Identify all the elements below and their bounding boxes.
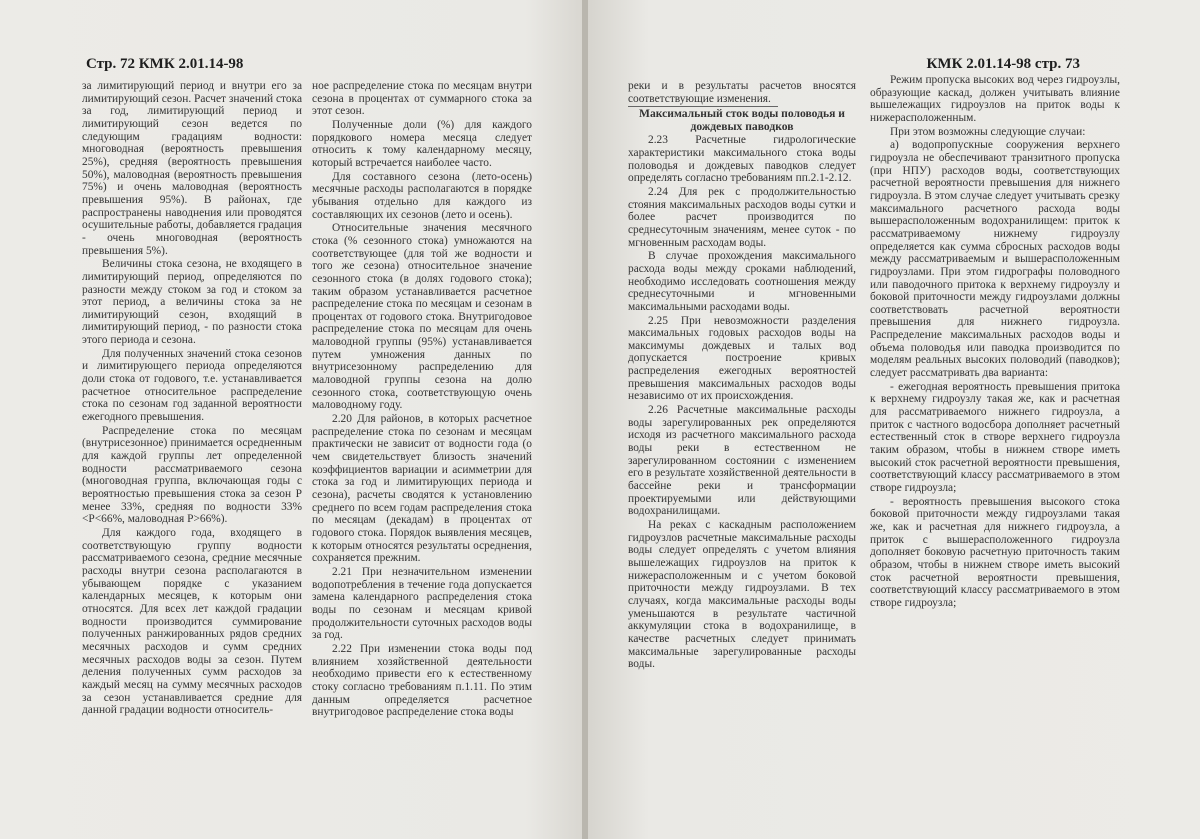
right-page-header: КМК 2.01.14-98 стр. 73 <box>926 56 1080 72</box>
paragraph: Величины стока сезона, не входящего в лимитирующий период, определяются по разности между стоком за год и стоком за этот период, а величины стока за не лимитирующий сезон, входящий в лимитирующий период, - по разности стока этого периода и сезона. <box>82 258 302 347</box>
right-column-1 <box>628 80 856 780</box>
right-page <box>588 0 1200 839</box>
left-column-1 <box>82 80 302 780</box>
paragraph: за лимитирующий период и внутри его за лимитирующий сезон. Расчет значений стока за год, лимитирующий период и лимитирующий сезон ведется по следующим градациям водности: многоводная (вероятность превышения 25%), средняя (вероятность превышения 50%), маловодная (вероятность превышения 75%) и очень маловодная (вероятность превышения 95%). В районах, где распространены наводнения или проводятся осушительные работы, добавляется градация - очень многоводная (вероятность превышения 5%). <box>82 80 302 257</box>
paragraph: ное распределение стока по месяцам внутри сезона в процентах от суммарного стока за этот сезон. <box>312 80 532 118</box>
paragraph: Для составного сезона (лето-осень) месячные расходы располагаются в порядке убывания отдельно для каждого из составляющих их сезонов (лето и осень). <box>312 170 532 221</box>
paragraph: В случае прохождения максимального расхода воды между сроками наблюдений, необходимо исследовать соотношения между среднесуточными и мгновенными максимальными расходами воды. <box>628 250 856 313</box>
right-column-2 <box>870 74 1120 774</box>
clause-2-21: 2.21 При незначительном изменении водопотребления в течение года допускается замена календарного распределения стока воды по сезонам и месяцам кривой продолжительности суточных расходов воды за год. <box>312 565 532 642</box>
paragraph: Относительные значения месячного стока (% сезонного стока) умножаются на соответствующее (для той же водности и того же сезона) относительное значение сезонного стока (в долях годового стока); таким образом устанавливается расчетное распределение стока по месяцам и сезонам в процентах от годового стока. Внутригодовое распределение стока по месяцам для очень маловодной группы (95%) устанавливается путем умножения данных по внутрисезонному распределению для маловодной группы сезона на долю сезонного стока, соответствующую очень маловодному году. <box>312 222 532 412</box>
left-column-2 <box>312 80 532 780</box>
list-item-variant-1: - ежегодная вероятность превышения притока к верхнему гидроузлу такая же, как и расчетная для рассматриваемого нижнего гидроузла, а приток с частного водосбора дополняет расчетный естественный сток в створе верхнего гидроузла таким образом, чтобы в нижнем створе иметь высокий сток расчетной вероятности превышения, соответствующий классу рассматриваемого в этом створе гидроузла; <box>870 380 1120 494</box>
left-page-header: Стр. 72 КМК 2.01.14-98 <box>86 56 244 72</box>
clause-2-24: 2.24 Для рек с продолжительностью стояния максимальных расходов воды сутки и более расчет производится по среднесуточным значениям, менее суток - по мгновенным расходам воды. <box>628 185 856 249</box>
paragraph: Для каждого года, входящего в соответствующую группу водности рассматриваемого сезона, средние месячные расходы внутри сезона располагаются в убывающем порядке с указанием календарных месяцев, к которым они относятся. Для всех лет каждой градации водности производится суммирование полученных ранжированных рядов средних месячных расходов и сумм средних месячных расходов воды за сезон. Путем деления полученных сумм расходов за каждый месяц на сумму месячных расходов за сезон устанавливается средние для данной градации водности относитель- <box>82 526 302 717</box>
paragraph: Распределение стока по месяцам (внутрисезонное) принимается осредненным для каждой группы лет определенной водности рассматриваемого сезона (многоводная группа, включающая годы с вероятностью превышения стока за сезон P менее 33%, средняя по водности 33%<P<66%, маловодная P>66%). <box>82 424 302 526</box>
paragraph: На реках с каскадным расположением гидроузлов расчетные максимальные расходы воды следует определять с учетом влияния вышележащих гидроузлов на приток к нижерасположенным и с учетом боковой приточности между гидроузлами. В тех случаях, когда максимальные расходы воды уменьшаются в результате частичной аккумуляции стока в водохранилище, в качестве расчетных следует принимать максимальные зарегулированные расходы воды. <box>628 519 856 671</box>
paragraph: При этом возможны следующие случаи: <box>890 125 1086 138</box>
left-page <box>0 0 584 839</box>
section-title: Максимальный сток воды половодья и дождевых паводков <box>639 107 845 134</box>
paragraph: Для полученных значений стока сезонов и лимитирующего периода определяются доли стока от годового, т.е. устанавливается расчетное относительное распределение стока по сезонам год заданной вероятности ежегодного превышения. <box>82 347 302 424</box>
paragraph: Полученные доли (%) для каждого порядкового номера месяца следует относить к тому календарному месяцу, который встречается наиболее часто. <box>312 118 532 169</box>
paragraph: реки и в результаты расчетов вносятся соответствующие изменения. <box>628 80 856 105</box>
clause-2-23: 2.23 Расчетные гидрологические характеристики максимального стока воды половодья и дождевых паводков следует определять согласно требованиям пп.2.1-2.12. <box>628 134 856 185</box>
list-item-variant-2: - вероятность превышения высокого стока боковой приточности между гидроузлами такая же, как и расчетная для нижнего гидроузла, а приток с вышерасположенного гидроузла дополняет боковую расчетную приточность таким образом, чтобы в нижнем створе иметь высокий сток расчетной вероятности превышения, соответствующий классу рассматриваемого в этом створе гидроузла; <box>870 495 1120 609</box>
clause-2-22: 2.22 При изменении стока воды под влиянием хозяйственной деятельности необходимо привести его к естественному стоку согласно требованиям п.1.11. По этим данным определяется расчетное внутригодовое распределение стока воды <box>312 642 532 719</box>
paragraph: Режим пропуска высоких вод через гидроузлы, образующие каскад, должен учитывать влияние вышележащих гидроузлов на приток воды к нижерасположенным. <box>870 74 1120 124</box>
clause-2-25: 2.25 При невозможности разделения максимальных годовых расходов воды на максимумы дождевых и талых вод допускается построение кривых распределения ежегодных вероятностей превышения максимальных расходов воды независимо от их происхождения. <box>628 314 856 403</box>
clause-2-26: 2.26 Расчетные максимальные расходы воды зарегулированных рек определяются исходя из расчетного максимального расхода воды реки в естественном не зарегулированном состоянии с изменением его в результате хозяйственной деятельности в бассейне реки и трансформации проектируемыми или действующими водохранилищами. <box>628 404 856 518</box>
clause-2-20: 2.20 Для районов, в которых расчетное распределение стока по сезонам и месяцам практически не зависит от водности года (о чем свидетельствует близость значений коэффициентов вариации и асимметрии для стока за год и лимитирующих периода и сезона), расчеты сводятся к установлению среднего по всем годам распределения стока по месяцам (декадам) в процентах от годового стока. Порядок выявления месяцев, к которым относятся результаты осреднения, сохраняется прежним. <box>312 413 532 565</box>
list-item-a: а) водопропускные сооружения верхнего гидроузла не обеспечивают транзитного пропуска (при НПУ) расходов воды, соответствующих расчетной вероятности превышения для нижнего гидроузла. В этом случае следует учитывать срезку максимального расчетного расхода воды вышерасположенным водохранилищем: приток к рассматриваемому нижнему гидроузлу определяется как сумма сбросных расходов воды между рассматриваемым и вышерасположенным гидроузлами. При этом гидрографы половодного или паводочного притока к верхнему гидроузлу и боковой приточности между гидроузлами должны соответствовать расчетной вероятности превышения для нижнего гидроузла. Распределение максимальных расходов воды и объема половодья или паводка производится по моделям реальных высоких половодий (паводков); следует рассматривать два варианта: <box>870 139 1120 380</box>
